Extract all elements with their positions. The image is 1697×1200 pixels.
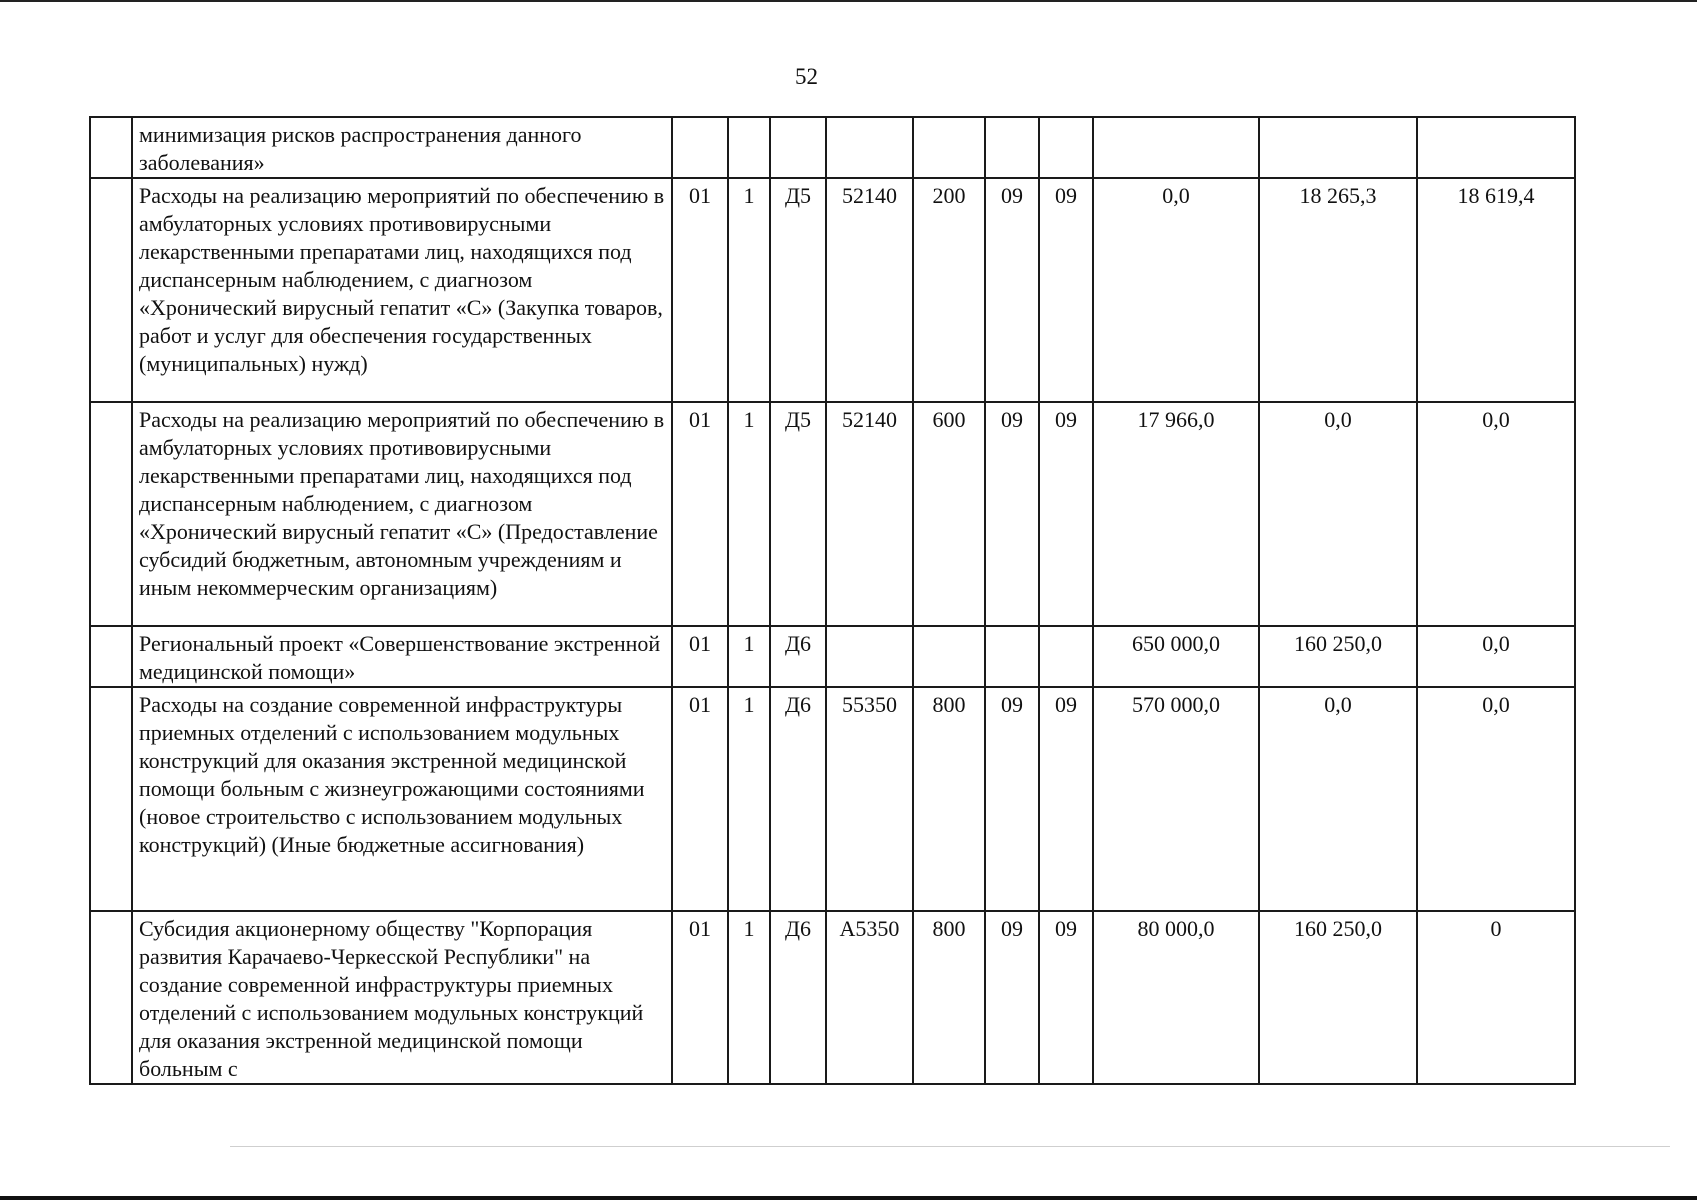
gp-code-cell <box>672 117 728 178</box>
pp-code-cell: 1 <box>728 911 770 1084</box>
expense-type-cell: 200 <box>913 178 985 402</box>
subsection-cell: 09 <box>1039 178 1093 402</box>
year3-amount-cell <box>1417 117 1575 178</box>
project-code-cell: Д6 <box>770 626 826 687</box>
expense-type-cell: 800 <box>913 687 985 911</box>
subsection-cell <box>1039 626 1093 687</box>
section-cell: 09 <box>985 687 1039 911</box>
row-name-cell: Расходы на создание современной инфраструктуры приемных отделений с использованием модульных конструкций для оказания экстренной медицинской помощи больным с жизнеугрожающими состояниями (новое строительство с использованием модульных конструкций) (Иные бюджетные ассигнования) <box>132 687 672 911</box>
subsection-cell: 09 <box>1039 402 1093 626</box>
year1-amount-cell: 0,0 <box>1093 178 1259 402</box>
direction-code-cell: 55350 <box>826 687 913 911</box>
row-number-cell <box>90 402 132 626</box>
row-number-cell <box>90 911 132 1084</box>
section-cell: 09 <box>985 911 1039 1084</box>
year3-amount-cell: 0,0 <box>1417 626 1575 687</box>
project-code-cell: Д5 <box>770 402 826 626</box>
year2-amount-cell: 18 265,3 <box>1259 178 1417 402</box>
row-number-cell <box>90 117 132 178</box>
section-cell <box>985 626 1039 687</box>
year3-amount-cell: 0,0 <box>1417 687 1575 911</box>
year3-amount-cell: 18 619,4 <box>1417 178 1575 402</box>
table-row <box>90 117 1575 178</box>
subsection-cell: 09 <box>1039 911 1093 1084</box>
project-code-cell: Д6 <box>770 687 826 911</box>
year3-amount-cell: 0 <box>1417 911 1575 1084</box>
year2-amount-cell: 160 250,0 <box>1259 911 1417 1084</box>
row-name-cell: Региональный проект «Совершенствование экстренной медицинской помощи» <box>132 626 672 687</box>
year1-amount-cell <box>1093 117 1259 178</box>
gp-code-cell: 01 <box>672 402 728 626</box>
year3-amount-cell: 0,0 <box>1417 402 1575 626</box>
expense-type-cell <box>913 626 985 687</box>
direction-code-cell <box>826 117 913 178</box>
pp-code-cell: 1 <box>728 402 770 626</box>
direction-code-cell: А5350 <box>826 911 913 1084</box>
table-row <box>90 402 1575 626</box>
gp-code-cell: 01 <box>672 911 728 1084</box>
year1-amount-cell: 570 000,0 <box>1093 687 1259 911</box>
direction-code-cell <box>826 626 913 687</box>
gp-code-cell: 01 <box>672 626 728 687</box>
table-row <box>90 687 1575 911</box>
pp-code-cell: 1 <box>728 687 770 911</box>
pp-code-cell <box>728 117 770 178</box>
year2-amount-cell <box>1259 117 1417 178</box>
section-cell: 09 <box>985 402 1039 626</box>
table-row <box>90 626 1575 687</box>
project-code-cell <box>770 117 826 178</box>
row-number-cell <box>90 687 132 911</box>
gp-code-cell: 01 <box>672 178 728 402</box>
year1-amount-cell: 17 966,0 <box>1093 402 1259 626</box>
subsection-cell <box>1039 117 1093 178</box>
direction-code-cell: 52140 <box>826 178 913 402</box>
row-name-cell: минимизация рисков распространения данного заболевания» <box>132 117 672 178</box>
section-cell: 09 <box>985 178 1039 402</box>
expense-type-cell: 600 <box>913 402 985 626</box>
year2-amount-cell: 160 250,0 <box>1259 626 1417 687</box>
project-code-cell: Д6 <box>770 911 826 1084</box>
row-name-cell: Субсидия акционерному обществу "Корпорация развития Карачаево-Черкесской Республики" на создание современной инфраструктуры приемных отделений с использованием модульных конструкций для оказания экстренной медицинской помощи больным с <box>132 911 672 1084</box>
pp-code-cell: 1 <box>728 178 770 402</box>
row-number-cell <box>90 626 132 687</box>
year2-amount-cell: 0,0 <box>1259 687 1417 911</box>
year1-amount-cell: 80 000,0 <box>1093 911 1259 1084</box>
row-name-cell: Расходы на реализацию мероприятий по обеспечению в амбулаторных условиях противовирусными лекарственными препаратами лиц, находящихся под диспансерным наблюдением, с диагнозом «Хронический вирусный гепатит «С» (Закупка товаров, работ и услуг для обеспечения государственных (муниципальных) нужд) <box>132 178 672 402</box>
row-number-cell <box>90 178 132 402</box>
year2-amount-cell: 0,0 <box>1259 402 1417 626</box>
expense-type-cell <box>913 117 985 178</box>
subsection-cell: 09 <box>1039 687 1093 911</box>
scan-edge-bottom <box>0 1196 1697 1200</box>
pp-code-cell: 1 <box>728 626 770 687</box>
expense-type-cell: 800 <box>913 911 985 1084</box>
scan-faint-rule <box>230 1146 1670 1147</box>
project-code-cell: Д5 <box>770 178 826 402</box>
table-row <box>90 911 1575 1084</box>
row-name-cell: Расходы на реализацию мероприятий по обеспечению в амбулаторных условиях противовирусными лекарственными препаратами лиц, находящихся под диспансерным наблюдением, с диагнозом «Хронический вирусный гепатит «С» (Предоставление субсидий бюджетным, автономным учреждениям и иным некоммерческим организациям) <box>132 402 672 626</box>
year1-amount-cell: 650 000,0 <box>1093 626 1259 687</box>
gp-code-cell: 01 <box>672 687 728 911</box>
budget-table <box>89 116 1576 1085</box>
table-row <box>90 178 1575 402</box>
page-number: 52 <box>795 64 818 89</box>
direction-code-cell: 52140 <box>826 402 913 626</box>
scan-edge-top <box>0 0 1697 2</box>
section-cell <box>985 117 1039 178</box>
